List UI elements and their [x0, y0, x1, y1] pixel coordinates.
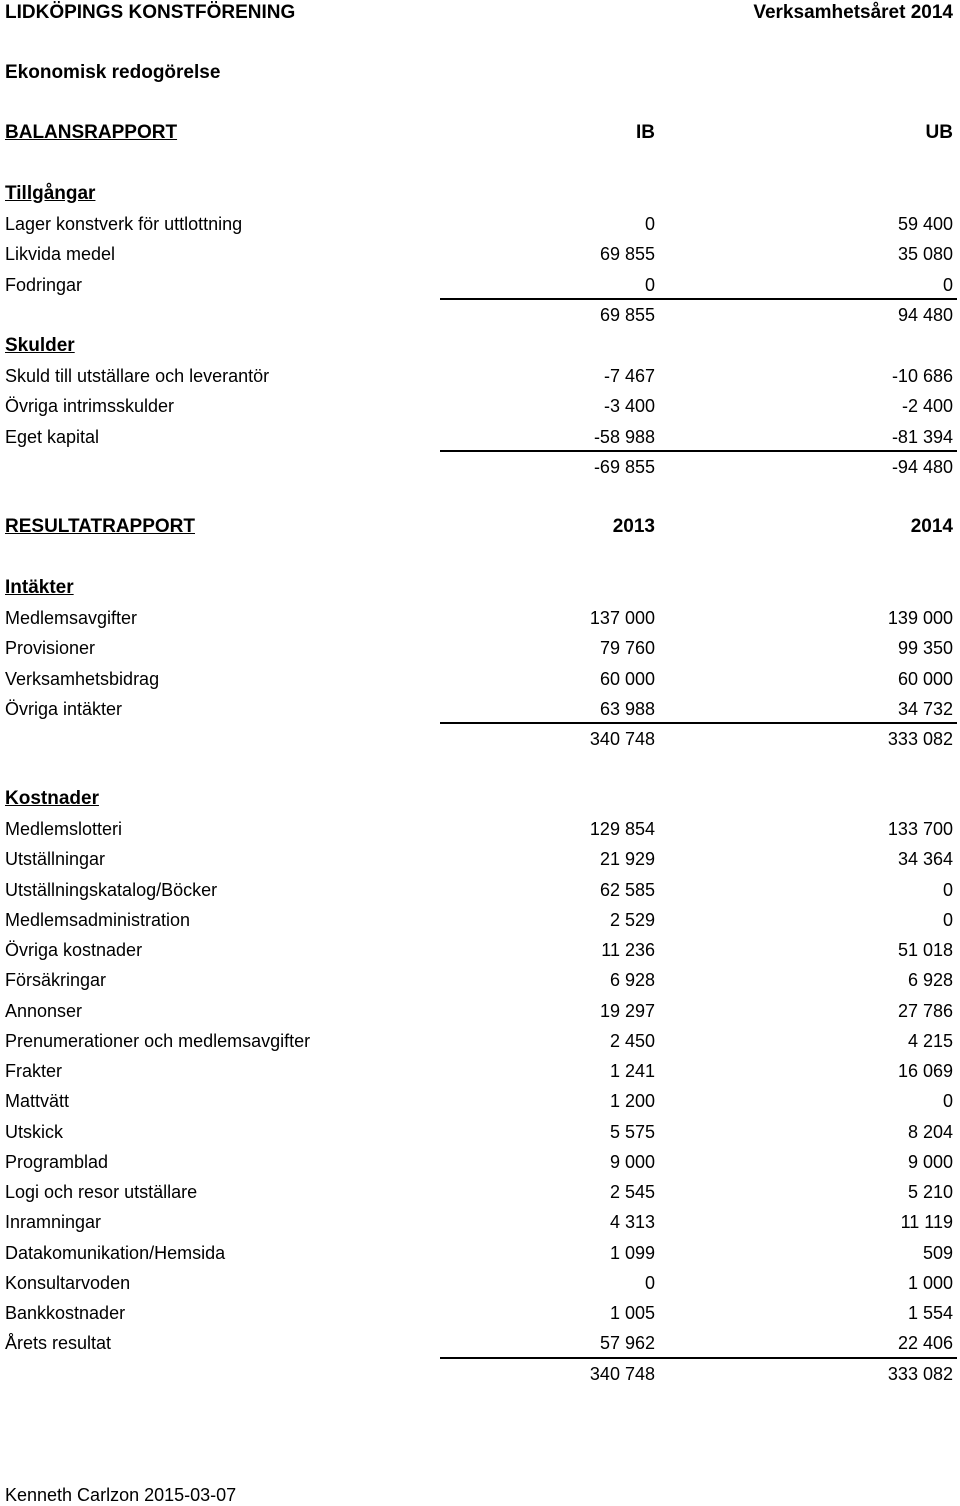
row-value-first: -58 988: [593, 426, 655, 447]
row-value-second: 34 364: [897, 849, 953, 870]
table-row: [5, 635, 953, 661]
income-total-row: [5, 726, 953, 752]
assets-title-row: [5, 181, 953, 207]
row-value-second: 34 732: [897, 698, 953, 719]
balance-col-ib: IB: [636, 122, 655, 143]
row-value-first: 137 000: [589, 608, 655, 628]
row-value-second: 509: [922, 1242, 953, 1263]
row-value-first: 69 855: [599, 244, 655, 265]
row-value-first: 0: [644, 274, 655, 295]
liabilities-total-row: [5, 454, 953, 480]
result-col-2013: 2013: [612, 516, 655, 537]
row-label: Övriga intrimsskulder: [5, 396, 175, 417]
result-heading-row: [5, 514, 953, 540]
row-value-second: 0: [942, 909, 953, 930]
row-value-second: 35 080: [897, 244, 953, 265]
liabilities-title-row: [5, 333, 953, 359]
row-value-first: 2 545: [609, 1182, 655, 1202]
row-label: Lager konstverk för uttlottning: [5, 214, 243, 234]
table-row: [5, 1149, 953, 1175]
row-value-second: 16 069: [897, 1061, 953, 1081]
row-label: Konsultarvoden: [5, 1272, 131, 1293]
row-label: Eget kapital: [5, 426, 100, 447]
balance-heading-row: [5, 120, 953, 146]
table-row: [5, 1179, 953, 1205]
row-label: Utställningar: [5, 849, 106, 870]
table-row: [5, 211, 953, 237]
row-value-first: 6 928: [609, 970, 655, 991]
table-row: [5, 1028, 953, 1054]
row-label: Medlemsavgifter: [5, 608, 138, 628]
costs-title-row: [5, 786, 953, 812]
row-value-second: -10 686: [891, 366, 953, 386]
table-row: [5, 1330, 953, 1356]
table-row: [5, 1270, 953, 1296]
table-row: [5, 967, 953, 993]
table-row: [5, 877, 953, 903]
table-row: [5, 998, 953, 1024]
table-row: [5, 1119, 953, 1145]
income-total-2013: 340 748: [589, 729, 655, 749]
table-row: [5, 272, 953, 298]
row-label: Övriga intäkter: [5, 698, 123, 719]
table-row: [5, 393, 953, 419]
row-value-second: 6 928: [907, 970, 953, 991]
row-value-first: 1 200: [609, 1091, 655, 1112]
fiscal-year: Verksamhetsåret 2014: [753, 2, 953, 23]
row-label: Årets resultat: [5, 1333, 112, 1354]
row-value-first: 62 585: [599, 879, 655, 900]
income-title-row: [5, 575, 953, 601]
assets-sum-rule: [440, 298, 957, 300]
row-value-second: -81 394: [891, 426, 953, 447]
table-row: [5, 1240, 953, 1266]
row-value-first: 79 760: [599, 638, 655, 659]
row-value-first: 11 236: [601, 940, 655, 960]
header-row: [5, 0, 953, 26]
table-row: [5, 241, 953, 267]
table-row: [5, 907, 953, 933]
row-label: Datakomunikation/Hemsida: [5, 1242, 226, 1263]
row-value-second: 133 700: [887, 819, 953, 839]
assets-total-row: [5, 302, 953, 328]
table-row: [5, 816, 953, 842]
table-row: [5, 1088, 953, 1114]
row-value-first: 63 988: [599, 698, 655, 719]
costs-total-2014: 333 082: [887, 1364, 953, 1384]
row-label: Likvida medel: [5, 244, 116, 265]
table-row: [5, 1209, 953, 1235]
org-name: LIDKÖPINGS KONSTFÖRENING: [5, 2, 296, 23]
row-value-first: -3 400: [603, 396, 655, 417]
row-value-first: 0: [644, 214, 655, 234]
row-label: Medlemsadministration: [5, 909, 191, 930]
row-label: Utställningskatalog/Böcker: [5, 879, 218, 900]
table-row: [5, 363, 953, 389]
row-label: Mattvätt: [5, 1091, 70, 1112]
row-value-second: 27 786: [897, 1000, 953, 1021]
balance-col-ub: UB: [925, 122, 953, 143]
row-value-first: 1 241: [609, 1061, 655, 1081]
table-row: [5, 1058, 953, 1084]
row-label: Verksamhetsbidrag: [5, 668, 160, 689]
row-value-first: 0: [644, 1272, 655, 1293]
row-value-first: 1 099: [609, 1242, 655, 1263]
row-label: Inramningar: [5, 1212, 102, 1233]
row-value-second: 0: [942, 274, 953, 295]
row-value-second: 9 000: [907, 1151, 953, 1172]
row-value-second: 0: [942, 879, 953, 900]
row-label: Logi och resor utställare: [5, 1182, 198, 1202]
row-value-second: 4 215: [907, 1030, 953, 1051]
row-label: Övriga kostnader: [5, 940, 143, 960]
costs-total-2013: 340 748: [589, 1364, 655, 1384]
row-label: Utskick: [5, 1121, 63, 1142]
income-sum-rule: [440, 722, 957, 724]
row-label: Provisioner: [5, 638, 96, 659]
row-value-second: -2 400: [901, 396, 953, 417]
assets-title: Tillgångar: [5, 183, 96, 204]
row-value-second: 59 400: [897, 214, 953, 234]
table-row: [5, 696, 953, 722]
liabilities-sum-rule: [440, 450, 957, 452]
row-label: Medlemslotteri: [5, 819, 123, 839]
row-value-second: 99 350: [897, 638, 953, 659]
table-row: [5, 605, 953, 631]
row-label: Bankkostnader: [5, 1303, 126, 1323]
result-col-2014: 2014: [910, 516, 953, 537]
table-row: [5, 666, 953, 692]
document-title: Ekonomisk redogörelse: [5, 62, 221, 83]
row-label: Prenumerationer och medlemsavgifter: [5, 1030, 311, 1051]
row-value-first: 5 575: [609, 1121, 655, 1142]
assets-total-ub: 94 480: [897, 305, 953, 325]
row-value-first: 21 929: [599, 849, 655, 870]
row-label: Annonser: [5, 1000, 83, 1021]
row-value-second: 51 018: [897, 940, 953, 960]
row-label: Frakter: [5, 1061, 63, 1081]
row-label: Programblad: [5, 1151, 109, 1172]
row-value-first: -7 467: [603, 366, 655, 386]
table-row: [5, 424, 953, 450]
row-value-second: 8 204: [907, 1121, 953, 1142]
liabilities-title: Skulder: [5, 335, 75, 356]
row-value-second: 60 000: [897, 668, 953, 689]
liabilities-total-ib: -69 855: [593, 457, 655, 477]
balance-heading: BALANSRAPPORT: [5, 122, 178, 143]
row-value-first: 2 529: [609, 909, 655, 930]
row-label: Försäkringar: [5, 970, 107, 991]
row-value-first: 2 450: [609, 1030, 655, 1051]
row-value-second: 22 406: [897, 1333, 953, 1354]
row-value-second: 5 210: [907, 1182, 953, 1202]
signature: Kenneth Carlzon 2015-03-07: [5, 1485, 237, 1505]
costs-sum-rule: [440, 1357, 957, 1359]
income-total-2014: 333 082: [887, 729, 953, 749]
assets-total-ib: 69 855: [599, 305, 655, 325]
row-value-first: 19 297: [599, 1000, 655, 1021]
costs-total-row: [5, 1361, 953, 1387]
table-row: [5, 1300, 953, 1326]
row-value-first: 129 854: [589, 819, 655, 839]
row-label: Fodringar: [5, 274, 83, 295]
row-label: Skuld till utställare och leverantör: [5, 366, 270, 386]
table-row: [5, 846, 953, 872]
table-row: [5, 937, 953, 963]
row-value-second: 1 000: [907, 1272, 953, 1293]
row-value-first: 57 962: [599, 1333, 655, 1354]
costs-title: Kostnader: [5, 788, 99, 809]
row-value-first: 1 005: [609, 1303, 655, 1323]
row-value-second: 11 119: [900, 1212, 953, 1233]
row-value-first: 9 000: [609, 1151, 655, 1172]
document-title-row: [5, 60, 953, 86]
liabilities-total-ub: -94 480: [891, 457, 953, 477]
row-value-second: 1 554: [907, 1303, 953, 1323]
result-heading: RESULTATRAPPORT: [5, 516, 195, 537]
income-title: Intäkter: [5, 577, 74, 598]
row-value-second: 139 000: [887, 608, 953, 628]
row-value-second: 0: [942, 1091, 953, 1112]
row-value-first: 4 313: [609, 1212, 655, 1233]
row-value-first: 60 000: [599, 668, 655, 689]
